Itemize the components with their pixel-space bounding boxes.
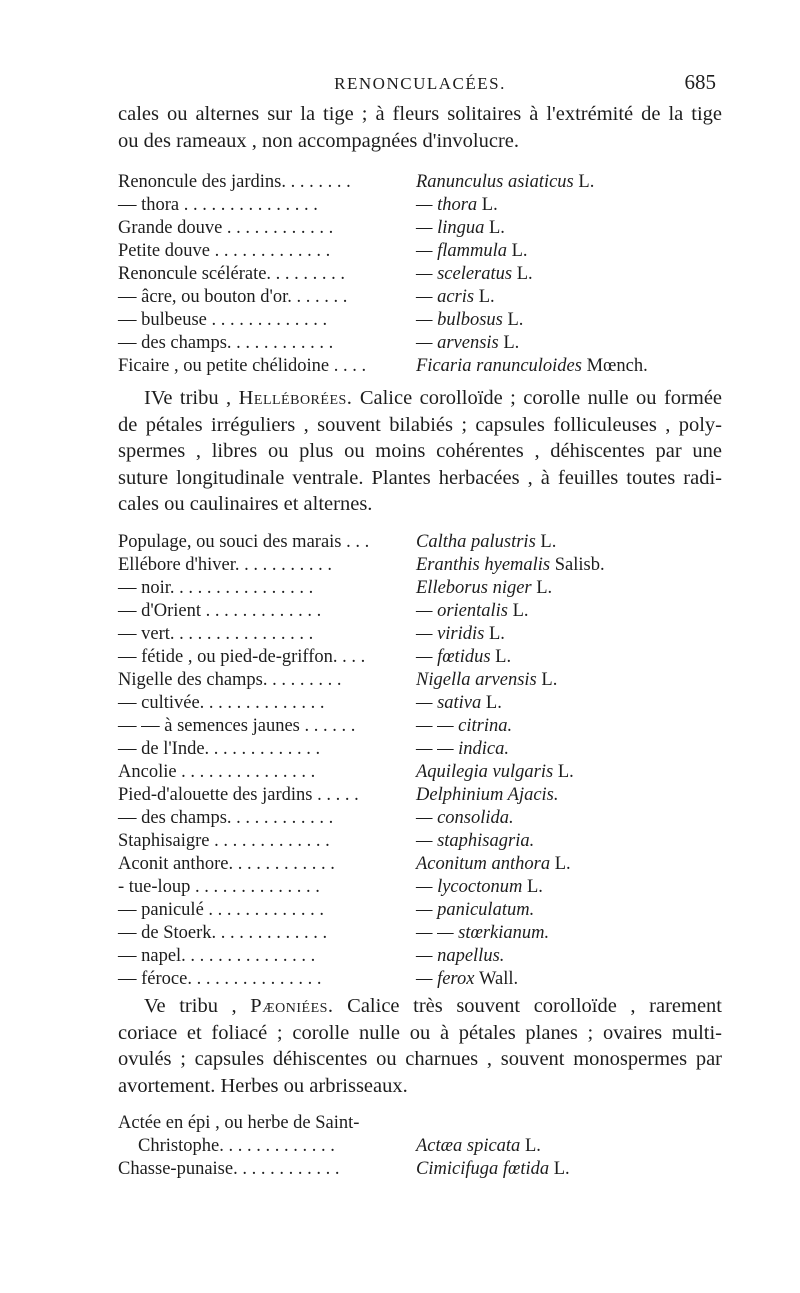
author-abbrev: Mœnch.	[586, 356, 648, 376]
list-row	[118, 1136, 738, 1159]
french-name: Ancolie . . . . . . . . . . . . . . .	[118, 762, 316, 782]
tribe5-line: avortement. Herbes ou arbrisseaux.	[118, 1074, 408, 1097]
list-row	[118, 762, 738, 785]
list-row	[118, 287, 738, 310]
latin-name	[416, 310, 523, 331]
french-name: Ellébore d'hiver. . . . . . . . . . .	[118, 555, 332, 575]
author-abbrev: L.	[557, 762, 574, 782]
latin-binomial: — lycoctonum	[416, 877, 523, 897]
tribe4-paragraph	[118, 385, 722, 518]
author-abbrev: L.	[541, 670, 558, 690]
latin-name	[416, 532, 556, 553]
list-row	[118, 555, 738, 578]
author-abbrev: L.	[488, 624, 505, 644]
intro-line: cales ou alternes sur la tige ; à fleurs solitaires à l'extrémité de la tige	[118, 103, 722, 125]
list-row	[118, 1113, 738, 1136]
latin-binomial: — acris	[416, 287, 475, 307]
intro-line: ou des rameaux , non accompagnées d'involucre.	[118, 129, 520, 152]
latin-name	[416, 1136, 541, 1157]
tribe5-paragraph	[118, 993, 722, 1099]
latin-binomial: Ficaria ranunculoides	[416, 356, 582, 376]
latin-name	[416, 333, 519, 354]
latin-name	[416, 716, 512, 737]
latin-name	[416, 241, 528, 262]
tribe5-lead: Ve tribu ,	[144, 995, 237, 1017]
latin-binomial: Aquilegia vulgaris	[416, 762, 554, 782]
page-number: 685	[684, 70, 716, 94]
list-row	[118, 969, 738, 992]
list-row	[118, 1159, 738, 1182]
list-row	[118, 578, 738, 601]
latin-binomial: — ferox	[416, 969, 475, 989]
list-row	[118, 693, 738, 716]
latin-binomial: — — indica.	[416, 739, 510, 759]
list-row	[118, 946, 738, 969]
species-list-ranunculus	[118, 172, 738, 379]
latin-name	[416, 264, 533, 285]
french-name: — des champs. . . . . . . . . . . .	[118, 333, 334, 353]
latin-binomial: — paniculatum.	[416, 900, 535, 920]
author-abbrev: Salisb.	[554, 555, 605, 575]
french-name: — noir. . . . . . . . . . . . . . . .	[118, 578, 314, 598]
latin-binomial: — viridis	[416, 624, 485, 644]
tribe5-text: Calice très souvent corolloïde , rarement	[347, 995, 722, 1017]
latin-name	[416, 831, 534, 852]
list-row	[118, 808, 738, 831]
latin-binomial: — — citrina.	[416, 716, 513, 736]
french-name: Pied-d'alouette des jardins . . . . .	[118, 785, 359, 805]
french-name: Ficaire , ou petite chélidoine . . . .	[118, 356, 367, 376]
author-abbrev: L.	[478, 287, 495, 307]
latin-binomial: Caltha palustris	[416, 532, 536, 552]
latin-binomial: — fœtidus	[416, 647, 491, 667]
intro-paragraph	[118, 101, 722, 154]
list-row	[118, 264, 738, 287]
latin-name	[416, 969, 518, 990]
latin-name	[416, 647, 511, 668]
latin-binomial: — consolida.	[416, 808, 514, 828]
latin-binomial: Eranthis hyemalis	[416, 555, 551, 575]
french-name: Petite douve . . . . . . . . . . . . .	[118, 241, 331, 261]
french-name: — napel. . . . . . . . . . . . . . .	[118, 946, 316, 966]
latin-name	[416, 946, 504, 967]
french-name: — cultivée. . . . . . . . . . . . . .	[118, 693, 325, 713]
page-header	[120, 70, 720, 98]
french-name: - tue-loup . . . . . . . . . . . . . .	[118, 877, 320, 897]
author-abbrev: L.	[540, 532, 557, 552]
author-abbrev: L.	[495, 647, 512, 667]
latin-binomial: — sativa	[416, 693, 482, 713]
french-name: Aconit anthore. . . . . . . . . . . .	[118, 854, 335, 874]
latin-name	[416, 287, 495, 308]
latin-name	[416, 195, 498, 216]
author-abbrev: L.	[481, 195, 498, 215]
list-row	[118, 716, 738, 739]
french-name: Renoncule des jardins. . . . . . . .	[118, 172, 351, 192]
list-row	[118, 739, 738, 762]
author-abbrev: L.	[578, 172, 595, 192]
latin-binomial: — flammula	[416, 241, 507, 261]
latin-name	[416, 356, 648, 377]
latin-name	[416, 877, 543, 898]
latin-name	[416, 900, 534, 921]
latin-binomial: — orientalis	[416, 601, 508, 621]
latin-binomial: Aconitum anthora	[416, 854, 551, 874]
french-name: Staphisaigre . . . . . . . . . . . . .	[118, 831, 330, 851]
author-abbrev: L.	[536, 578, 553, 598]
author-abbrev: L.	[511, 241, 528, 261]
latin-name	[416, 624, 505, 645]
list-row	[118, 532, 738, 555]
tribe4-line: de pétales irréguliers , souvent bilabiés ; capsules folliculeuses , poly-	[118, 413, 722, 436]
tribe4-line: cales ou caulinaires et alternes.	[118, 493, 373, 515]
french-name: Grande douve . . . . . . . . . . . .	[118, 218, 334, 238]
tribe4-text: Calice corolloïde ; corolle nulle ou formée	[359, 387, 723, 409]
author-abbrev: L.	[554, 854, 571, 874]
latin-name	[416, 923, 549, 944]
french-name: — fétide , ou pied-de-griffon. . . .	[118, 647, 366, 667]
tribe4-lead: IVe tribu ,	[144, 387, 232, 409]
tribe4-name: Helléborées.	[238, 387, 353, 409]
french-name: Christophe. . . . . . . . . . . . .	[138, 1136, 335, 1156]
french-name: Nigelle des champs. . . . . . . . .	[118, 670, 342, 690]
list-row	[118, 195, 738, 218]
species-list-paeoniees	[118, 1113, 738, 1182]
french-name: Renoncule scélérate. . . . . . . . .	[118, 264, 346, 284]
latin-binomial: — napellus.	[416, 946, 505, 966]
author-abbrev: L.	[503, 333, 520, 353]
french-name: — âcre, ou bouton d'or. . . . . . .	[118, 287, 348, 307]
french-name: Populage, ou souci des marais . . .	[118, 532, 370, 552]
latin-name	[416, 739, 509, 760]
list-row	[118, 241, 738, 264]
latin-name	[416, 762, 574, 783]
french-name: — thora . . . . . . . . . . . . . . .	[118, 195, 318, 215]
latin-binomial: — staphisagria.	[416, 831, 535, 851]
list-row	[118, 900, 738, 923]
list-row	[118, 877, 738, 900]
tribe5-name: Pæoniées.	[250, 995, 334, 1017]
tribe5-line: coriace et foliacé ; corolle nulle ou à pétales planes ; ovaires multi-	[118, 1021, 722, 1044]
french-name: — — à semences jaunes . . . . . .	[118, 716, 356, 736]
running-title: RENONCULACÉES.	[334, 74, 506, 93]
tribe4-line	[118, 385, 722, 412]
latin-name	[416, 808, 514, 829]
latin-name	[416, 172, 594, 193]
list-row	[118, 601, 738, 624]
french-name: — de Stoerk. . . . . . . . . . . . .	[118, 923, 328, 943]
latin-binomial: Actæa spicata	[416, 1136, 521, 1156]
list-row	[118, 647, 738, 670]
list-row	[118, 172, 738, 195]
author-abbrev: Wall.	[479, 969, 519, 989]
author-abbrev: L.	[524, 1136, 541, 1156]
french-name: — d'Orient . . . . . . . . . . . . .	[118, 601, 322, 621]
author-abbrev: L.	[485, 693, 502, 713]
latin-name	[416, 670, 557, 691]
list-row	[118, 854, 738, 877]
author-abbrev: L.	[553, 1159, 570, 1179]
latin-name	[416, 693, 502, 714]
author-abbrev: L.	[526, 877, 543, 897]
french-name: — féroce. . . . . . . . . . . . . . .	[118, 969, 322, 989]
french-name: Chasse-punaise. . . . . . . . . . . .	[118, 1159, 340, 1179]
list-row	[118, 670, 738, 693]
french-name: — vert. . . . . . . . . . . . . . . .	[118, 624, 314, 644]
list-row	[118, 310, 738, 333]
list-row	[118, 356, 738, 379]
french-name: — bulbeuse . . . . . . . . . . . . .	[118, 310, 328, 330]
latin-name	[416, 854, 571, 875]
latin-binomial: Ranunculus asiaticus	[416, 172, 574, 192]
tribe5-line: ovulés ; capsules déhiscentes ou charnues , souvent monospermes par	[118, 1048, 722, 1070]
author-abbrev: L.	[488, 218, 505, 238]
latin-binomial: — sceleratus	[416, 264, 513, 284]
list-row	[118, 923, 738, 946]
latin-binomial: — arvensis	[416, 333, 499, 353]
list-row	[118, 218, 738, 241]
latin-binomial: — thora	[416, 195, 478, 215]
latin-binomial: Elleborus niger	[416, 578, 532, 598]
latin-name	[416, 555, 605, 576]
list-row	[118, 785, 738, 808]
latin-binomial: Cimicifuga fœtida	[416, 1159, 550, 1179]
latin-binomial: Delphinium Ajacis.	[416, 785, 559, 805]
latin-binomial: — lingua	[416, 218, 485, 238]
latin-name	[416, 218, 505, 239]
french-name: Actée en épi , ou herbe de Saint-	[118, 1113, 360, 1133]
latin-name	[416, 578, 552, 599]
species-list-helleborees	[118, 532, 738, 992]
author-abbrev: L.	[507, 310, 524, 330]
author-abbrev: L.	[516, 264, 533, 284]
list-row	[118, 831, 738, 854]
latin-name	[416, 1159, 570, 1180]
tribe4-line: suture longitudinale ventrale. Plantes herbacées , à feuilles toutes radi-	[118, 466, 722, 489]
tribe5-line	[118, 993, 722, 1020]
latin-binomial: — — stœrkianum.	[416, 923, 550, 943]
french-name: — paniculé . . . . . . . . . . . . .	[118, 900, 325, 920]
list-row	[118, 624, 738, 647]
latin-binomial: — bulbosus	[416, 310, 503, 330]
author-abbrev: L.	[512, 601, 529, 621]
french-name: — de l'Inde. . . . . . . . . . . . .	[118, 739, 321, 759]
latin-name	[416, 601, 529, 622]
latin-name	[416, 785, 559, 806]
list-row	[118, 333, 738, 356]
tribe4-line: spermes , libres ou plus ou moins cohérentes , déhiscentes par une	[118, 440, 722, 462]
latin-binomial: Nigella arvensis	[416, 670, 537, 690]
french-name: — des champs. . . . . . . . . . . .	[118, 808, 334, 828]
